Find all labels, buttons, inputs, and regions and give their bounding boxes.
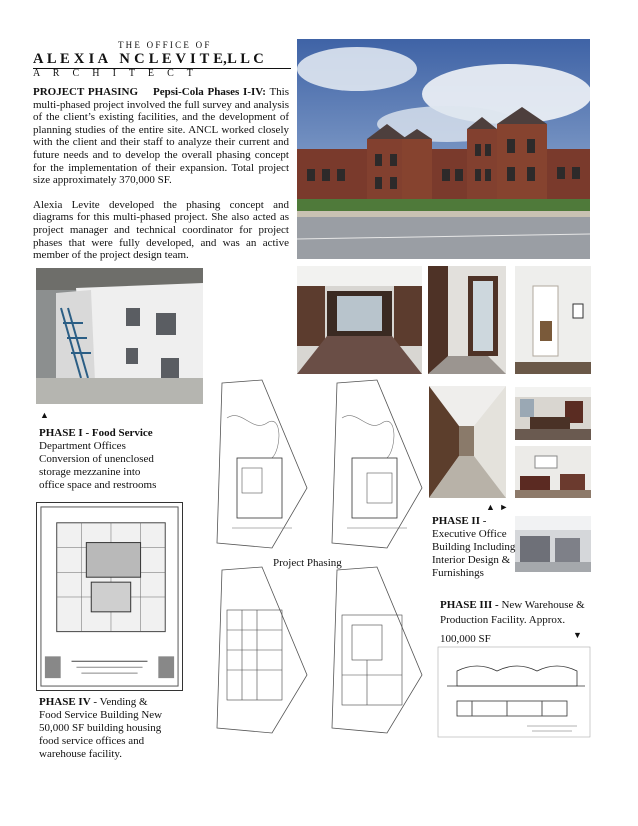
phase3-caption — [440, 598, 590, 647]
phase1-line: Department Offices — [39, 440, 126, 452]
phase1-title: PHASE I - Food Service — [39, 427, 153, 439]
firm-name: A L E X I A N C L E V I T E,L L C — [33, 51, 291, 69]
intro-paragraph-1: This multi-phased project involved the full survey and analysis of the client’s existing facilities, and the development of planning studies of the entire site. ANCL worked closely with the client and their staff to analyze their current and future needs and to develop the overall phasing concept for the implementation of their expansion. Total project size approximately 370,000 SF. — [33, 86, 289, 187]
phase1-line: office space and restrooms — [39, 479, 157, 491]
phase3-arrow: ▼ — [573, 630, 582, 640]
phase1-line: storage mezzanine into — [39, 466, 141, 478]
executive-office-photo-1 — [515, 387, 591, 440]
office-doorway-photo — [515, 266, 591, 374]
site-plan-phase-3 — [212, 565, 308, 735]
phase4-caption — [39, 696, 219, 761]
lobby-interior-photo — [297, 266, 422, 374]
phase2-line: Building Including — [432, 541, 516, 553]
site-plan-phase-2 — [327, 378, 423, 550]
phase2-line: Executive Office — [432, 528, 507, 540]
phase2-arrows: ▲ ► — [486, 502, 509, 512]
phase3-text: New Warehouse & Production Facility. Approx. — [440, 599, 585, 626]
phase3-size: 100,000 SF — [440, 633, 491, 645]
phase1-caption — [39, 427, 219, 492]
phase3-elevation-drawing — [437, 646, 591, 738]
phase4-elevation-drawing — [36, 502, 183, 691]
corridor-photo — [429, 386, 506, 498]
project-title: Pepsi-Cola Phases I-IV: — [153, 86, 266, 98]
phase2-line: Interior Design & — [432, 554, 511, 566]
project-heading: PROJECT PHASING — [33, 86, 139, 98]
architect-line: A R C H I T E C T — [33, 68, 195, 79]
site-plan-phase-1 — [212, 378, 308, 550]
hallway-doors-photo — [428, 266, 506, 374]
diagram-caption: Project Phasing — [273, 557, 342, 569]
phase4-first-line: - Vending & — [90, 696, 148, 708]
phase4-line: warehouse facility. — [39, 748, 122, 760]
phase1-exterior-photo — [36, 268, 203, 404]
phase4-line: Food Service Building New — [39, 709, 163, 721]
headquarters-exterior-photo — [297, 39, 590, 259]
site-plan-phase-4 — [327, 565, 423, 735]
office-of-line: T H E O F F I C E O F — [118, 40, 210, 50]
phase4-title: PHASE IV — [39, 696, 91, 708]
executive-office-photo-2 — [515, 446, 591, 498]
intro-text — [33, 86, 289, 262]
phase4-line: 50,000 SF building housing — [39, 722, 162, 734]
phase2-title: PHASE II — [432, 515, 480, 527]
phase2-line: Furnishings — [432, 567, 484, 579]
phase3-title: PHASE III - — [440, 599, 499, 611]
phase4-line: food service offices and — [39, 735, 145, 747]
workstations-photo — [515, 516, 591, 572]
phase2-caption — [432, 515, 522, 580]
phase2-suffix: - — [480, 515, 487, 527]
phase1-arrow: ▲ — [40, 410, 49, 420]
phase1-line: Conversion of unenclosed — [39, 453, 154, 465]
intro-paragraph-2: Alexia Levite developed the phasing concept and diagrams for this multi-phased project. She also acted as project manager and technical coordinator for project phases that were fully developed, and was an active member of the project design team. — [33, 198, 289, 262]
